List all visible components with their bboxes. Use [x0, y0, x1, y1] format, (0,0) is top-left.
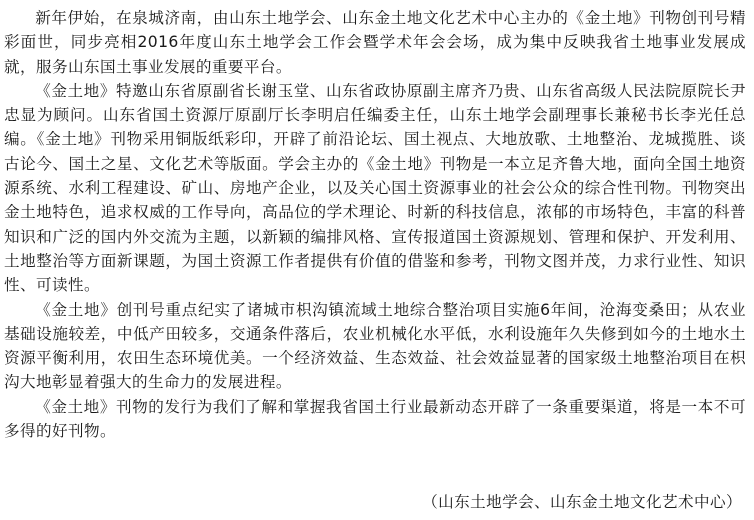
article-paragraph-project: 《金土地》创刊号重点纪实了诸城市枳沟镇流域土地综合整治项目实施6年间，沧海变桑田；从农业基础设施较差，中低产田较多，交通条件落后，农业机械化水平低，水利设施年久失修到如今的土地水土资源平衡利用，农田生态环境优美。一个经济效益、生态效益、社会效益显著的国家级土地整治项目在枳沟大地彰显着强大的生命力的发展进程。: [4, 300, 746, 392]
article-paragraph-conclusion: 《金土地》刊物的发行为我们了解和掌握我省国土行业最新动态开辟了一条重要渠道，将是一本不可多得的好刊物。: [4, 397, 746, 441]
article-signature: （山东土地学会、山东金土地文化艺术中心）: [422, 493, 742, 511]
article-paragraph-advisors: 《金土地》特邀山东省原副省长谢玉堂、山东省政协原副主席齐乃贵、山东省高级人民法院原院长尹忠显为顾问。山东省国土资源厅原副厅长李明启任编委主任，山东土地学会副理事长兼秘书长李光任总编。《金土地》刊物采用铜版纸彩印，开辟了前沿论坛、国土视点、大地放歌、土地整治、龙城揽胜、谈古论今、国土之星、文化艺术等版面。学会主办的《金土地》刊物是一本立足齐鲁大地，面向全国土地资源系统、水利工程建设、矿山、房地产企业，以及关心国土资源事业的社会公众的综合性刊物。刊物突出金土地特色，追求权威的工作导向，高品位的学术理论、时新的科技信息，浓郁的市场特色，丰富的科普知识和广泛的国内外交流为主题，以新颖的编排风格、宣传报道国土资源规划、管理和保护、开发利用、土地整治等方面新课题，为国土资源工作者提供有价值的借鉴和参考，刊物文图并茂，力求行业性、知识性、可读性。: [4, 81, 746, 295]
article-paragraph-intro: 新年伊始，在泉城济南，由山东土地学会、山东金土地文化艺术中心主办的《金土地》刊物创刊号精彩面世，同步亮相2016年度山东土地学会工作会暨学术年会会场，成为集中反映我省土地事业发展成就，服务山东国土事业发展的重要平台。: [4, 9, 746, 76]
